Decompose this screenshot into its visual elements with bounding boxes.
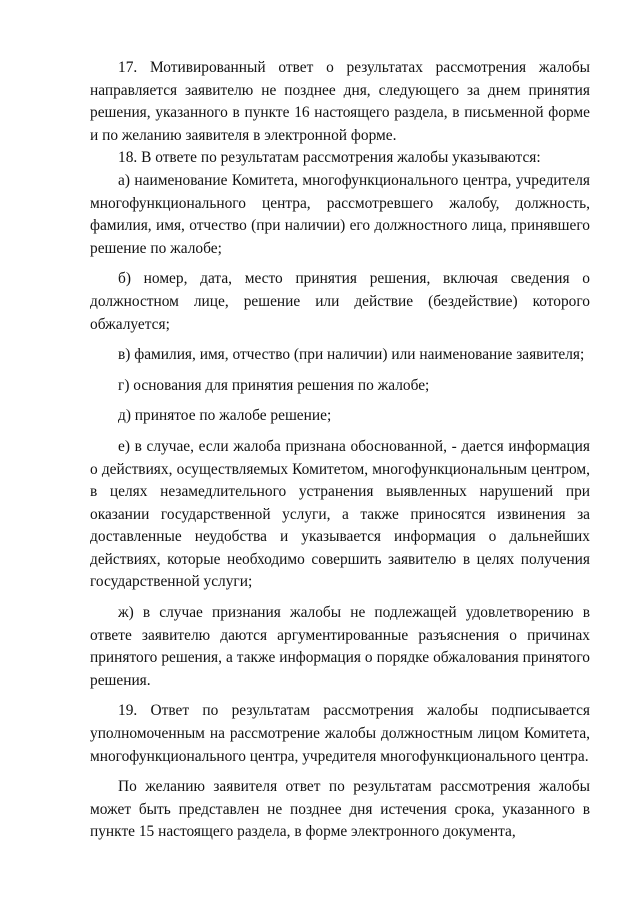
list-item-g: г) основания для принятия решения по жалобе;	[118, 376, 430, 394]
list-item-v: в) фамилия, имя, отчество (при наличии) или наименование заявителя;	[118, 346, 585, 364]
paragraph-17: 17. Мотивированный ответ о результатах рассмотрения жалобы направляется заявителю не позднее дня, следующего за днем принятия решения, указанного в пункте 16 настоящего раздела, в письменной форме и по желанию заявителя в электронной форме.	[90, 59, 590, 144]
paragraph-electronic-response: По желанию заявителя ответ по результатам рассмотрения жалобы может быть представлен не позднее дня истечения срока, указанного в пункте 15 настоящего раздела, в форме электронного документа,	[90, 778, 590, 841]
list-item-e: е) в случае, если жалоба признана обоснованной, - дается информация о действиях, осуществляемых Комитетом, многофункциональным центром, в целях незамедлительного устранения выявленных нарушений при оказании государственной услуги, а также приносятся извинения за доставленные неудобства и указывается информация о дальнейших действиях, которые необходимо совершить заявителю в целях получения государственной услуги;	[90, 437, 590, 591]
list-item-a: а) наименование Комитета, многофункционального центра, учредителя многофункционального центра, рассмотревшего жалобу, должность, фамилия, имя, отчество (при наличии) его должностного лица, принявшего решение по жалобе;	[90, 171, 590, 257]
paragraph-19: 19. Ответ по результатам рассмотрения жалобы подписывается уполномоченным на рассмотрение жалобы должностным лицом Комитета, многофункционального центра, учредителя многофункционального центра.	[90, 702, 590, 765]
list-item-zh: ж) в случае признания жалобы не подлежащей удовлетворению в ответе заявителю даются аргументированные разъяснения о причинах принятого решения, а также информация о порядке обжалования принятого решения.	[90, 604, 590, 689]
document-page	[90, 57, 590, 844]
list-item-b: б) номер, дата, место принятия решения, включая сведения о должностном лице, решение или действие (бездействие) которого обжалуется;	[90, 270, 590, 333]
list-item-d: д) принятое по жалобе решение;	[118, 407, 332, 425]
paragraph-18: 18. В ответе по результатам рассмотрения жалобы указываются:	[118, 149, 541, 167]
